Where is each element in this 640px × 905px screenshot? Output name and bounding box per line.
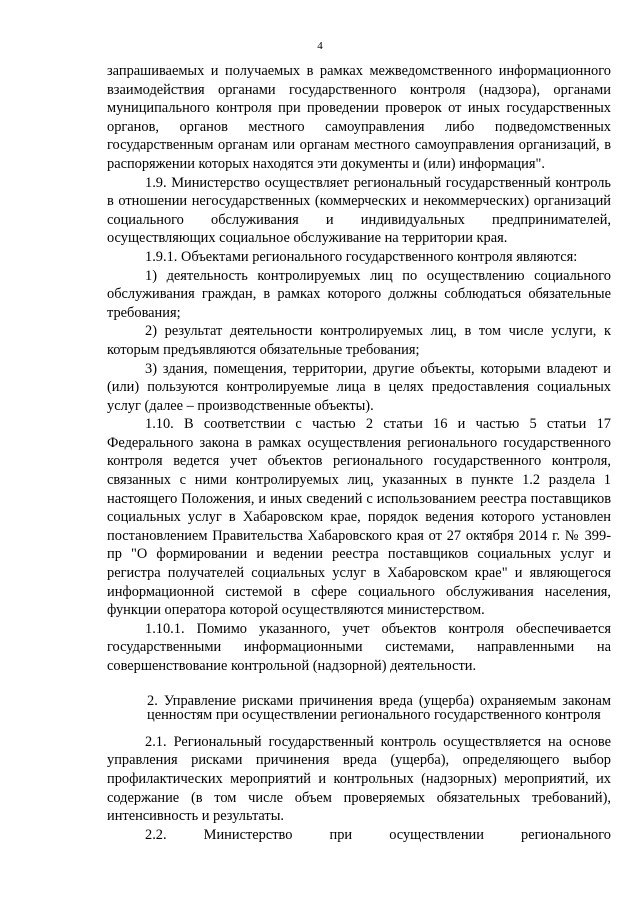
- paragraph-2-1: 2.1. Региональный государственный контроль осуществляется на основе управления рисками причинения вреда (ущерба), определяющего выбор профилактических мероприятий и контрольных (надзорных) мероприятий, их содержание (в том числе объем проверяемых обязательных требований), интенсивность и результаты.: [107, 733, 611, 825]
- paragraph-1-9: 1.9. Министерство осуществляет региональный государственный контроль в отношении негосударственных (коммерческих и некоммерческих) организаций социального обслуживания и индивидуальных предпринимателей, осуществляющих социальное обслуживание на территории края.: [107, 174, 611, 247]
- list-item-1: 1) деятельность контролируемых лиц по осуществлению социального обслуживания граждан, в рамках которого должны соблюдаться обязательные требования;: [107, 267, 611, 321]
- paragraph-1-10: 1.10. В соответствии с частью 2 статьи 16 и частью 5 статьи 17 Федерального закона в рамках осуществления регионального государственного контроля ведется учет объектов регионального государственного контроля, связанных с ними контролируемых лиц, указанных в пункте 1.2 раздела 1 настоящего Положения, и иных сведений с использованием реестра поставщиков социальных услуг в Хабаровском крае, порядок ведения которого установлен постановлением Правительства Хабаровского края от 27 октября 2014 г. № 399-пр "О формировании и ведении реестра поставщиков социальных услуг и регистра получателей социальных услуг в Хабаровском крае" и являющегося информационной системой в сфере социального обслуживания населения, функции оператора которой осуществляются министерством.: [107, 416, 611, 619]
- document-body: [107, 62, 611, 844]
- paragraph-continuation: запрашиваемых и получаемых в рамках межведомственного информационного взаимодействия органами государственного контроля (надзора), органами муниципального контроля при проведении проверок от иных государственных органов, органов местного самоуправления либо подведомственных государственным органам или органам местного самоуправления организаций, в распоряжении которых находятся эти документы и (или) информация".: [107, 63, 611, 172]
- list-item-2: 2) результат деятельности контролируемых лиц, в том числе услуги, к которым предъявляются обязательные требования;: [107, 323, 611, 358]
- page-number: 4: [317, 40, 323, 52]
- paragraph-1-9-1: 1.9.1. Объектами регионального государственного контроля являются:: [145, 248, 578, 265]
- paragraph-1-10-1: 1.10.1. Помимо указанного, учет объектов контроля обеспечивается государственными информационными системами, направленными на совершенствование контрольной (надзорной) деятельности.: [107, 620, 611, 674]
- list-item-3: 3) здания, помещения, территории, другие объекты, которыми владеют и (или) пользуются контролируемые лица в целях предоставления социальных услуг (далее – производственные объекты).: [107, 360, 611, 414]
- section-heading-2: 2. Управление рисками причинения вреда (ущерба) охраняемым законам ценностям при осуществлении регионального государственного контроля: [147, 692, 611, 724]
- paragraph-2-2: 2.2. Министерство при осуществлении регионального: [145, 826, 611, 843]
